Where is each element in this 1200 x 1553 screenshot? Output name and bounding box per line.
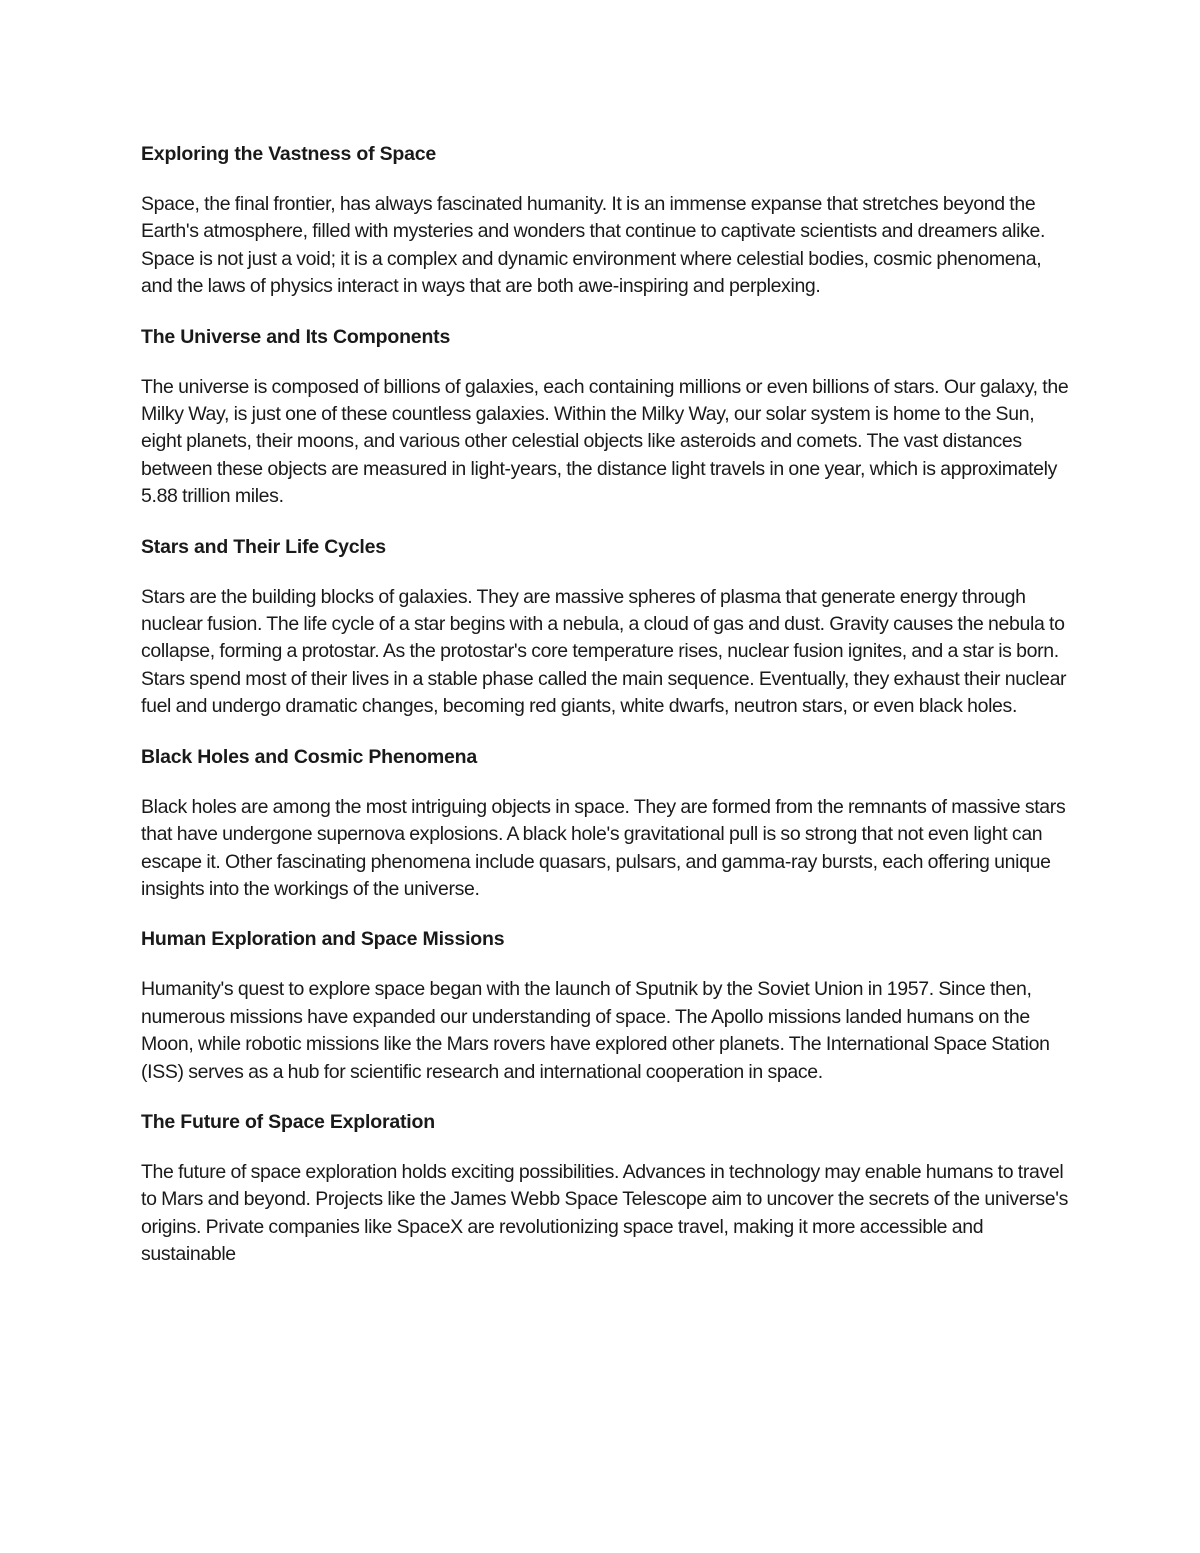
section-heading-future: The Future of Space Exploration [141, 1110, 435, 1133]
section-body-stars: Stars are the building blocks of galaxies. They are massive spheres of plasma that generate energy through nuclear fusion. The life cycle of a star begins with a nebula, a cloud of gas and dust. Gravity causes the nebula to collapse, forming a protostar. As the protostar's core temperature rises, nuclear fusion ignites, and a star is born. Stars spend most of their lives in a stable phase called the main sequence. Eventually, they exhaust their nuclear fuel and undergo dramatic changes, becoming red giants, white dwarfs, neutron stars, or even black holes. [141, 585, 1067, 718]
section-body-black-holes: Black holes are among the most intriguing objects in space. They are formed from the remnants of massive stars that have undergone supernova explosions. A black hole's gravitational pull is so strong that not even light can escape it. Other fascinating phenomena include quasars, pulsars, and gamma-ray bursts, each offering unique insights into the workings of the universe. [141, 795, 1066, 900]
section-body-exploration: Humanity's quest to explore space began with the launch of Sputnik by the Soviet Union in 1957. Since then, numerous missions have expanded our understanding of space. The Apollo missions landed humans on the Moon, while robotic missions like the Mars rovers have explored other planets. The International Space Station (ISS) serves as a hub for scientific research and international cooperation in space. [141, 978, 1050, 1083]
section-heading-exploration: Human Exploration and Space Missions [141, 928, 505, 951]
section-heading-black-holes: Black Holes and Cosmic Phenomena [141, 745, 478, 768]
document-page [141, 141, 1071, 1292]
section-heading-universe: The Universe and Its Components [141, 325, 451, 348]
section-heading-stars: Stars and Their Life Cycles [141, 535, 386, 558]
document-title: Exploring the Vastness of Space [141, 143, 437, 165]
section-body-future: The future of space exploration holds exciting possibilities. Advances in technology may enable humans to travel to Mars and beyond. Projects like the James Webb Space Telescope aim to uncover the secrets of the universe's origins. Private companies like SpaceX are revolutionizing space travel, making it more accessible and sustainable [141, 1160, 1069, 1266]
intro-paragraph: Space, the final frontier, has always fascinated humanity. It is an immense expanse that stretches beyond the Earth's atmosphere, filled with mysteries and wonders that continue to captivate scientists and dreamers alike. Space is not just a void; it is a complex and dynamic environment where celestial bodies, cosmic phenomena, and the laws of physics interact in ways that are both awe-inspiring and perplexing. [141, 193, 1046, 298]
section-body-universe: The universe is composed of billions of galaxies, each containing millions or even billions of stars. Our galaxy, the Milky Way, is just one of these countless galaxies. Within the Milky Way, our solar system is home to the Sun, eight planets, their moons, and various other celestial objects like asteroids and comets. The vast distances between these objects are measured in light-years, the distance light travels in one year, which is approximately 5.88 trillion miles. [141, 375, 1069, 508]
